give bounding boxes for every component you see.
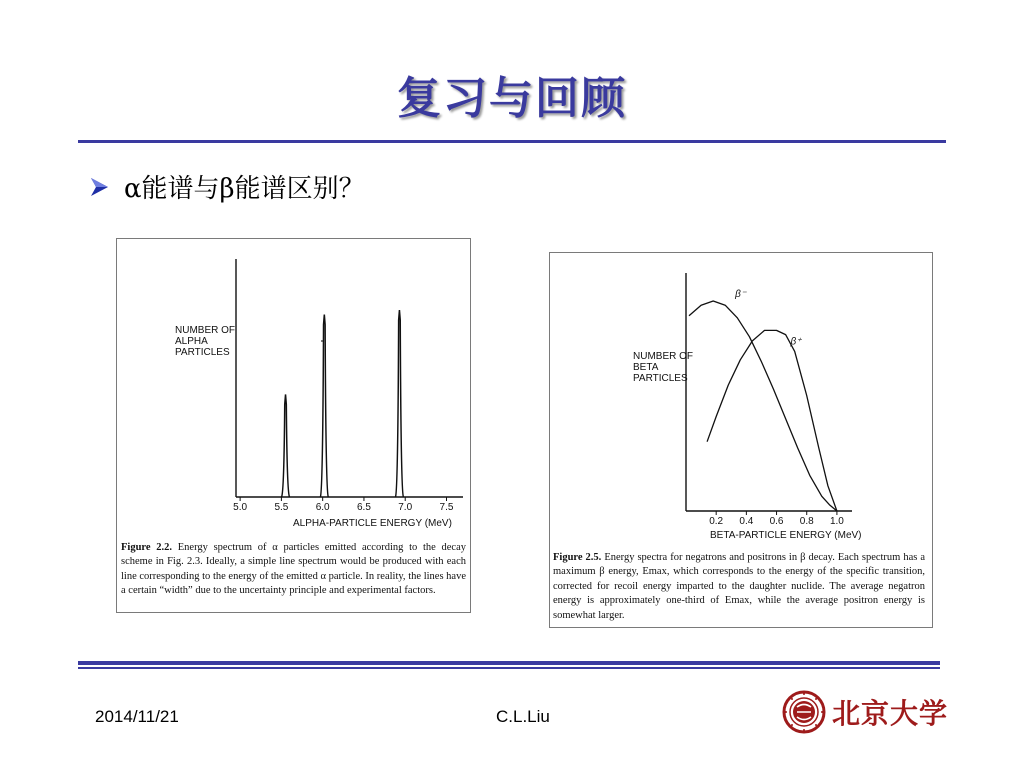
bullet-item: [88, 168, 365, 205]
alpha-tick-label-5: 7.5: [439, 502, 454, 513]
pku-seal-icon: [782, 690, 826, 734]
alpha-tick-label-0: 5.0: [233, 502, 248, 513]
slide-title: 复习与回顾: [397, 73, 627, 124]
alpha-tick-label-3: 6.5: [356, 502, 371, 513]
beta-caption-text: Energy spectra for negatrons and positrons in β decay. Each spectrum has a maximum β energy, Emax, which corresponds to the energy of the specific transition, corrected for recoil energy imparted to the daughter nuclide. The average negatron energy is approximately one-third of Emax, while the average positron energy is somewhat larger.: [553, 552, 926, 621]
beta-series-label-1: β⁺: [790, 336, 802, 348]
alpha-peak-0: [282, 394, 290, 497]
pku-logo-text: 北京大学: [832, 697, 949, 730]
alpha-peak-1: [320, 315, 328, 497]
alpha-caption-label: Figure 2.2.: [121, 542, 173, 553]
alpha-tick-label-4: 7.0: [398, 502, 413, 513]
pku-logo: [782, 690, 948, 734]
footer-date: 2014/11/21: [95, 707, 179, 726]
alpha-spectrum-chart: [117, 239, 470, 539]
footer-divider-thick: [78, 661, 940, 665]
bullet-text: α能谱与β能谱区别？: [124, 174, 365, 204]
title-divider: [78, 140, 946, 143]
beta-spectrum-chart: [550, 253, 932, 549]
alpha-speck: [321, 340, 323, 342]
beta-figure: [549, 252, 933, 628]
footer-author: C.L.Liu: [496, 707, 550, 726]
footer-divider-thin: [78, 667, 940, 669]
beta-curve-1: [707, 330, 837, 511]
beta-tick-label-3: 0.8: [799, 516, 814, 527]
alpha-peak-2: [395, 310, 403, 497]
beta-series-label-0: β⁻: [735, 289, 747, 300]
beta-x-axis-label: BETA-PARTICLE ENERGY (MeV): [710, 530, 862, 541]
alpha-figure: [116, 238, 471, 613]
beta-tick-label-4: 1.0: [829, 516, 844, 527]
beta-tick-label-0: 0.2: [709, 516, 724, 527]
alpha-tick-label-2: 6.0: [315, 502, 330, 513]
beta-caption-label: Figure 2.5.: [553, 552, 602, 563]
beta-tick-label-1: 0.4: [739, 516, 754, 527]
bullet-arrow-icon: [88, 176, 110, 198]
beta-y-axis-label: NUMBER OF BETA PARTICLES: [633, 351, 693, 384]
alpha-x-axis-label: ALPHA-PARTICLE ENERGY (MeV): [293, 518, 452, 529]
beta-figure-caption: [553, 551, 925, 623]
beta-tick-label-2: 0.6: [769, 516, 784, 527]
alpha-figure-caption: [121, 541, 466, 599]
alpha-caption-text: Energy spectrum of α particles emitted according to the decay scheme in Fig. 2.3. Ideally, a simple line spectrum would be produced with each line corresponding to the energy of the emitted α particle. In reality, the lines have a certain “width” due to the uncertainty principle and experimental factors.: [121, 542, 466, 597]
alpha-tick-label-1: 5.5: [274, 502, 289, 513]
alpha-y-axis-label: NUMBER OF ALPHA PARTICLES: [175, 325, 235, 358]
